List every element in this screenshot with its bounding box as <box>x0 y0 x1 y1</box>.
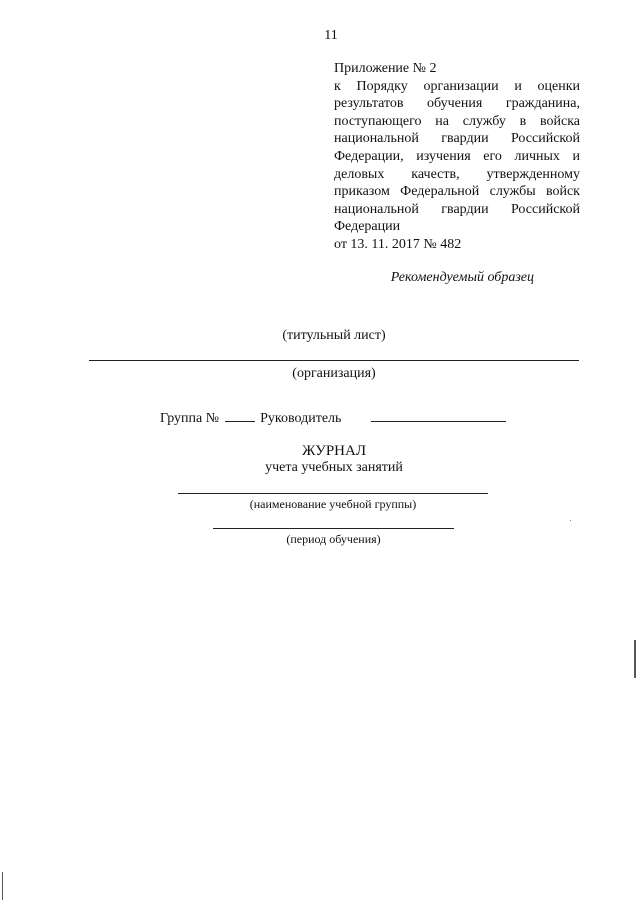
appendix-date: от 13. 11. 2017 № 482 <box>334 236 462 252</box>
leader-label: Руководитель <box>260 411 342 426</box>
appendix-title: Приложение № 2 <box>334 61 437 76</box>
journal-title: ЖУРНАЛ <box>301 443 367 459</box>
journal-subtitle: учета учебных занятий <box>265 460 403 475</box>
scan-artifact <box>570 520 571 521</box>
period-label: (период обучения) <box>286 532 381 546</box>
scan-artifact <box>2 872 3 900</box>
group-name-line <box>178 493 488 494</box>
period-line <box>213 528 454 529</box>
group-number-blank <box>225 409 255 422</box>
page-number: 11 <box>324 28 338 43</box>
group-name-label: (наименование учебной группы) <box>249 497 417 511</box>
appendix-body: к Порядку организации и оценки результатов обучения гражданина, поступающего на службу в войска национальной гвардии Российской Федерации, изучения его личных и деловых качеств, утвержденному приказом Федеральной службы войск национальной гвардии Российской Федерации <box>334 78 580 235</box>
scan-artifact <box>634 640 636 678</box>
title-sheet-label: (титульный лист) <box>282 328 386 343</box>
group-row <box>160 409 506 427</box>
leader-blank <box>371 409 506 422</box>
organization-line <box>89 360 579 361</box>
organization-label: (организация) <box>292 366 376 381</box>
recommended-sample: Рекомендуемый образец <box>390 270 534 285</box>
group-number-label: Группа № <box>160 411 220 426</box>
appendix-block <box>334 60 580 254</box>
